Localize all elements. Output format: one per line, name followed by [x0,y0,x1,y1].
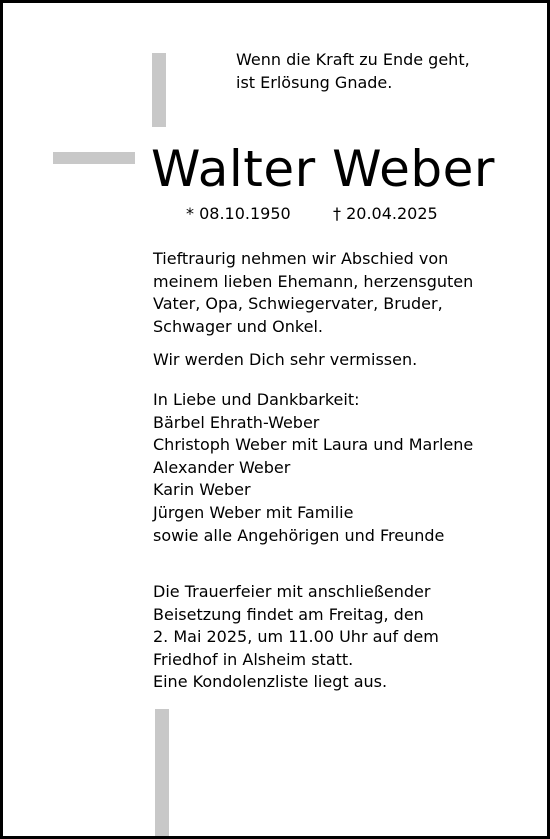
funeral-details [153,581,439,694]
mourner-name: Christoph Weber mit Laura und Marlene [153,435,474,455]
cross-vertical-top [152,53,166,127]
announcement-line: Schwager und Onkel. [153,316,323,336]
mourners-list [153,389,473,547]
mourner-name: Karin Weber [153,480,251,500]
announcement-line: meinem lieben Ehemann, herzensguten [153,271,474,291]
birth-date: * 08.10.1950 [186,204,291,223]
death-date: † 20.04.2025 [333,204,438,223]
mourners-intro: In Liebe und Dankbarkeit: [153,390,360,409]
quote-line: ist Erlösung Gnade. [236,73,393,92]
mourner-name: Alexander Weber [153,457,291,477]
funeral-line: 2. Mai 2025, um 11.00 Uhr auf dem [153,627,439,647]
deceased-name: Walter Weber [151,140,495,198]
mourner-name: sowie alle Angehörigen und Freunde [153,525,445,545]
cross-horizontal-bar [53,152,135,164]
miss-line: Wir werden Dich sehr vermissen. [153,350,418,369]
quote-line: Wenn die Kraft zu Ende geht, [236,50,470,69]
funeral-line: Beisetzung findet am Freitag, den [153,604,424,624]
funeral-line: Eine Kondolenzliste liegt aus. [153,672,388,692]
mourner-name: Jürgen Weber mit Familie [153,502,354,522]
mourner-name: Bärbel Ehrath-Weber [153,412,320,432]
announcement-line: Tieftraurig nehmen wir Abschied von [153,249,449,268]
announcement-line: Vater, Opa, Schwiegervater, Bruder, [153,294,443,314]
announcement-text [153,248,473,338]
memorial-quote [236,48,470,94]
funeral-line: Friedhof in Alsheim statt. [153,649,354,669]
funeral-line: Die Trauerfeier mit anschließender [153,582,431,601]
cross-vertical-bottom [155,709,169,836]
miss-text [153,349,417,372]
